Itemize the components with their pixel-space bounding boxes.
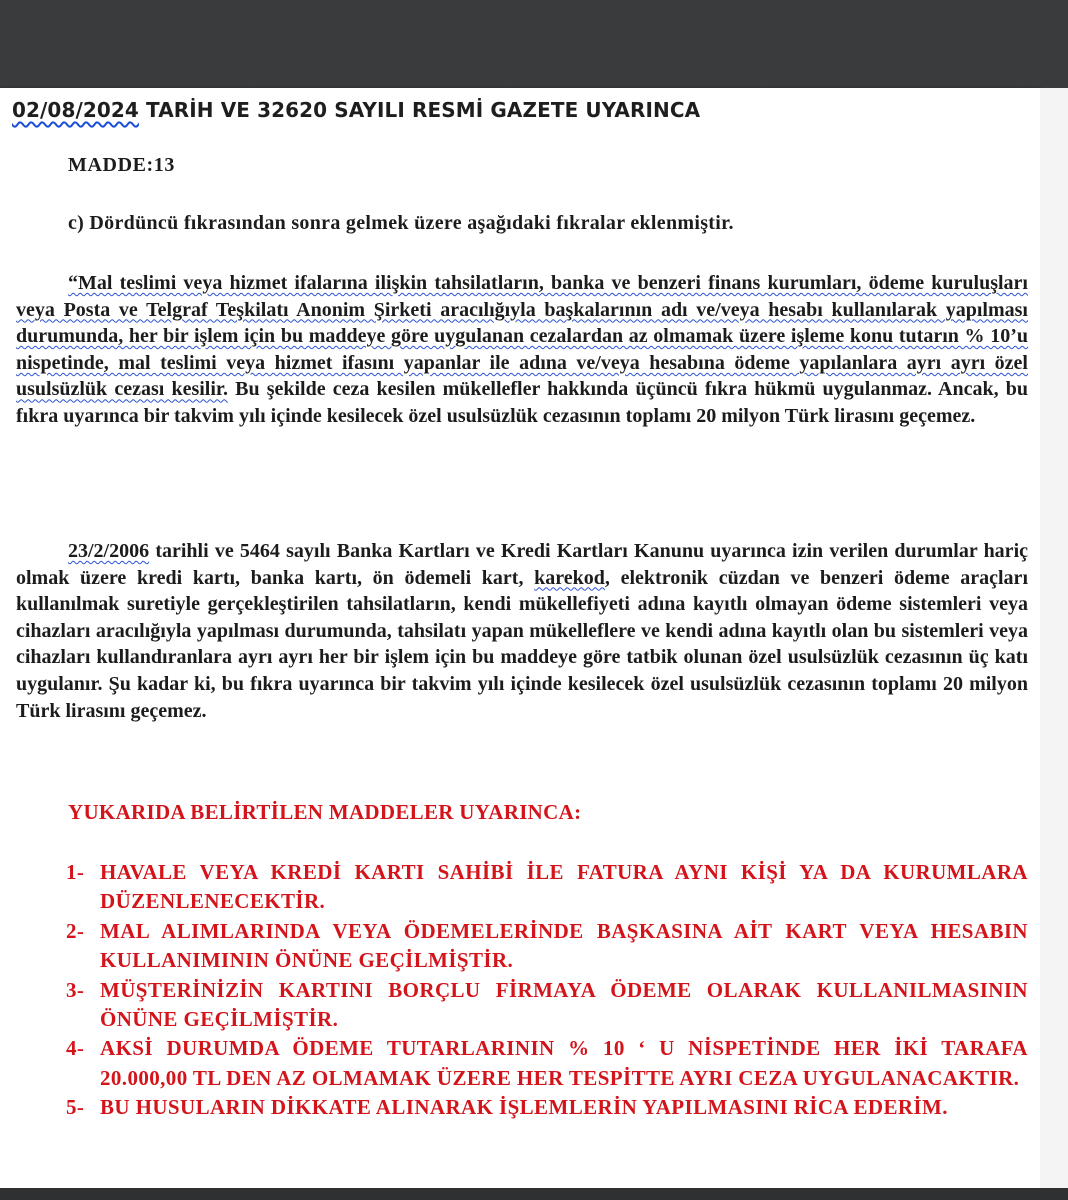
notice-item <box>66 917 1028 976</box>
notice-item-number: 1- <box>66 860 85 884</box>
article-number: MADDE:13 <box>68 154 176 176</box>
notice-item-text: AKSİ DURUMDA ÖDEME TUTARLARININ % 10 ‘ U NİSPETİNDE HER İKİ TARAFA 20.000,00 TL DEN AZ OLMAMAK ÜZERE HER TESPİTTE AYRI CEZA UYGULANACAKTIR. <box>100 1036 1028 1090</box>
paragraph-second <box>16 538 1028 724</box>
notice-item <box>66 976 1028 1035</box>
notice-item-number: 4- <box>66 1036 85 1061</box>
notice-title: YUKARIDA BELİRTİLEN MADDELER UYARINCA: <box>68 800 582 824</box>
paragraph-first-underlined: “Mal teslimi veya hizmet ifalarına ilişkin tahsilatların, banka ve benzeri finans kurumları, ödeme kuruluşları veya Posta ve Telgraf Teşkilatı Anonim Şirketi aracılığıyla başkalarının adı ve/veya hesabı kullanılarak yapılması durumunda, her bir işlem için bu maddeye göre uygulanan cezalardan az olmamak üzere işleme konu tutarın % 10’u nispetinde, mal teslimi veya hizmet ifasını yapanlar ile adına ve/veya hesabına ödeme yapılanlara ayrı ayrı özel usulsüzlük cezası kesilir. <box>16 272 1028 401</box>
heading-date: 02/08/2024 <box>12 98 139 122</box>
notice-item-number: 3- <box>66 977 85 1002</box>
page-gutter <box>1040 88 1068 1188</box>
notice-item <box>66 1093 1028 1122</box>
notice-item-text: HAVALE VEYA KREDİ KARTI SAHİBİ İLE FATURA AYNI KİŞİ YA DA KURUMLARA DÜZENLENECEKTİR. <box>100 860 1028 914</box>
paragraph-second-part2: , elektronik cüzdan ve benzeri ödeme araçları kullanılmak suretiyle gerçekleştirilen tahsilatların, kendi mükellefiyeti adına kayıtlı olmayan ödeme sistemleri veya cihazları aracılığıyla yapılması durumunda, tahsilatı yapan mükelleflere ve kendi adına kayıtlı olan bu sistemleri veya cihazları kullandıranlara ayrı ayrı her bir işlem için bu maddeye göre tatbik olunan özel usulsüzlük cezasının üç katı uygulanır. Şu kadar ki, bu fıkra uyarınca bir takvim yılı içinde kesilecek özel usulsüzlük cezasının toplamı 20 milyon Türk lirasını geçemez. <box>16 566 1028 722</box>
notice-item-number: 5- <box>66 1095 85 1120</box>
heading-text: TARİH VE 32620 SAYILI RESMİ GAZETE UYARINCA <box>138 98 701 122</box>
subsection-intro: c) Dördüncü fıkrasından sonra gelmek üzere aşağıdaki fıkralar eklenmiştir. <box>68 212 734 234</box>
notice-item-text: MAL ALIMLARINDA VEYA ÖDEMELERİNDE BAŞKASINA AİT KART VEYA HESABIN KULLANIMININ ÖNÜNE GEÇİLMİŞTİR. <box>100 918 1028 973</box>
gazette-heading <box>12 98 700 122</box>
notice-item <box>66 1034 1028 1093</box>
notice-item-number: 2- <box>66 918 85 943</box>
paragraph-first <box>16 270 1028 430</box>
paragraph-second-date: 23/2/2006 <box>68 540 150 562</box>
paragraph-second-part1: tarihli ve 5464 sayılı Banka Kartları ve Kredi Kartları Kanunu uyarınca izin verilen durumlar hariç olmak üzere kredi kartı, banka kartı, ön ödemeli kart, <box>16 540 1028 589</box>
paragraph-second-karekod: karekod <box>534 566 605 589</box>
notice-list <box>66 858 1028 1123</box>
notice-item <box>66 858 1028 917</box>
notice-item-text: BU HUSULARIN DİKKATE ALINARAK İŞLEMLERİN YAPILMASINI RİCA EDERİM. <box>100 1095 948 1120</box>
bottom-bar <box>0 1188 1068 1200</box>
notice-item-text: MÜŞTERİNİZİN KARTINI BORÇLU FİRMAYA ÖDEME OLARAK KULLANILMASININ ÖNÜNE GEÇİLMİŞTİR. <box>100 977 1028 1032</box>
paragraph-first-rest: Bu şekilde ceza kesilen mükellefler hakkında üçüncü fıkra hükmü uygulanmaz. Ancak, bu fıkra uyarınca bir takvim yılı içinde kesilecek özel usulsüzlük cezasının toplamı 20 milyon Türk lirasını geçemez. <box>16 378 1029 427</box>
